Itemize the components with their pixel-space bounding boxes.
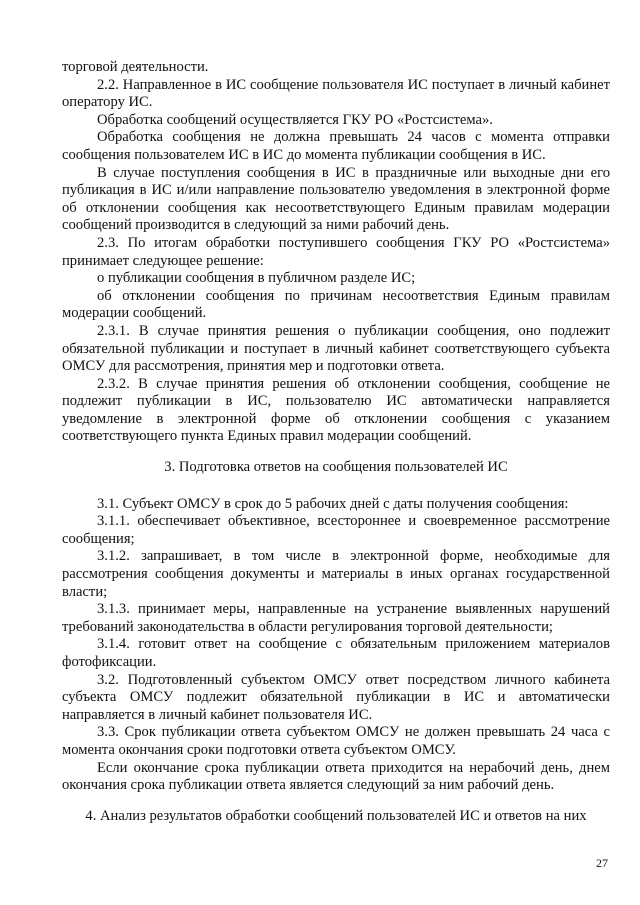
- paragraph: 2.3.2. В случае принятия решения об отклонении сообщения, сообщение не подлежит публикации в ИС, пользователю ИС автоматически направляется уведомление в электронной форме об отклонении сообщения с указанием соответствующего пункта Единых правил модерации сообщений.: [62, 375, 610, 445]
- paragraph: 3.1.4. готовит ответ на сообщение с обязательным приложением материалов фотофиксации.: [62, 636, 610, 670]
- paragraph: 3.1.1. обеспечивает объективное, всестороннее и своевременное рассмотрение сообщения;: [62, 513, 610, 547]
- paragraph: 2.2. Направленное в ИС сообщение пользователя ИС поступает в личный кабинет оператору ИС.: [62, 76, 610, 111]
- paragraph: Обработка сообщений осуществляется ГКУ РО «Ростсистема».: [97, 111, 493, 128]
- paragraph: В случае поступления сообщения в ИС в праздничные или выходные дни его публикация в ИС и/или направление пользователю уведомления в электронной форме об отклонении сообщения как несоответствующего Единым правилам модерации сообщений производится в следующий за ними рабочий день.: [62, 164, 610, 234]
- paragraph: 3.3. Срок публикации ответа субъектом ОМСУ не должен превышать 24 часа с момента окончания сроки подготовки ответа субъектом ОМСУ.: [62, 724, 610, 758]
- paragraph: 3.1. Субъект ОМСУ в срок до 5 рабочих дней с даты получения сообщения:: [97, 495, 569, 512]
- paragraph: 2.3.1. В случае принятия решения о публикации сообщения, оно подлежит обязательной публикации и поступает в личный кабинет соответствующего субъекта ОМСУ для рассмотрения, принятия мер и подготовки ответа.: [62, 322, 610, 375]
- paragraph: 2.3. По итогам обработки поступившего сообщения ГКУ РО «Ростсистема» принимает следующее решение:: [62, 234, 610, 269]
- paragraph: о публикации сообщения в публичном разделе ИС;: [97, 270, 416, 287]
- paragraph: 3.1.2. запрашивает, в том числе в электронной форме, необходимые для рассмотрения сообщения документы и материалы в иных органах государственной власти;: [62, 548, 610, 600]
- paragraph: об отклонении сообщения по причинам несоответствия Единым правилам модерации сообщений.: [62, 287, 610, 322]
- section-3-heading: 3. Подготовка ответов на сообщения пользователей ИС: [164, 459, 508, 476]
- section-4-heading: 4. Анализ результатов обработки сообщений пользователей ИС и ответов на них: [85, 807, 587, 824]
- paragraph: Обработка сообщения не должна превышать 24 часов с момента отправки сообщения пользователем ИС в ИС до момента публикации сообщения в ИС.: [62, 129, 610, 163]
- paragraph-group-section-3: [62, 496, 610, 795]
- paragraph-group-top: [62, 59, 610, 446]
- paragraph: 3.2. Подготовленный субъектом ОМСУ ответ посредством личного кабинета субъекта ОМСУ подлежит обязательной публикации в ИС и автоматически направляется в личный кабинет пользователя ИС.: [62, 671, 610, 723]
- paragraph: торговой деятельности.: [62, 59, 209, 75]
- document-page: [62, 59, 610, 825]
- page-number: 27: [596, 856, 608, 870]
- paragraph: 3.1.3. принимает меры, направленные на устранение выявленных нарушений требований законодательства в области регулирования торговой деятельности;: [62, 601, 610, 635]
- paragraph: Если окончание срока публикации ответа приходится на нерабочий день, днем окончания срока публикации ответа является следующий за ним рабочий день.: [62, 759, 610, 794]
